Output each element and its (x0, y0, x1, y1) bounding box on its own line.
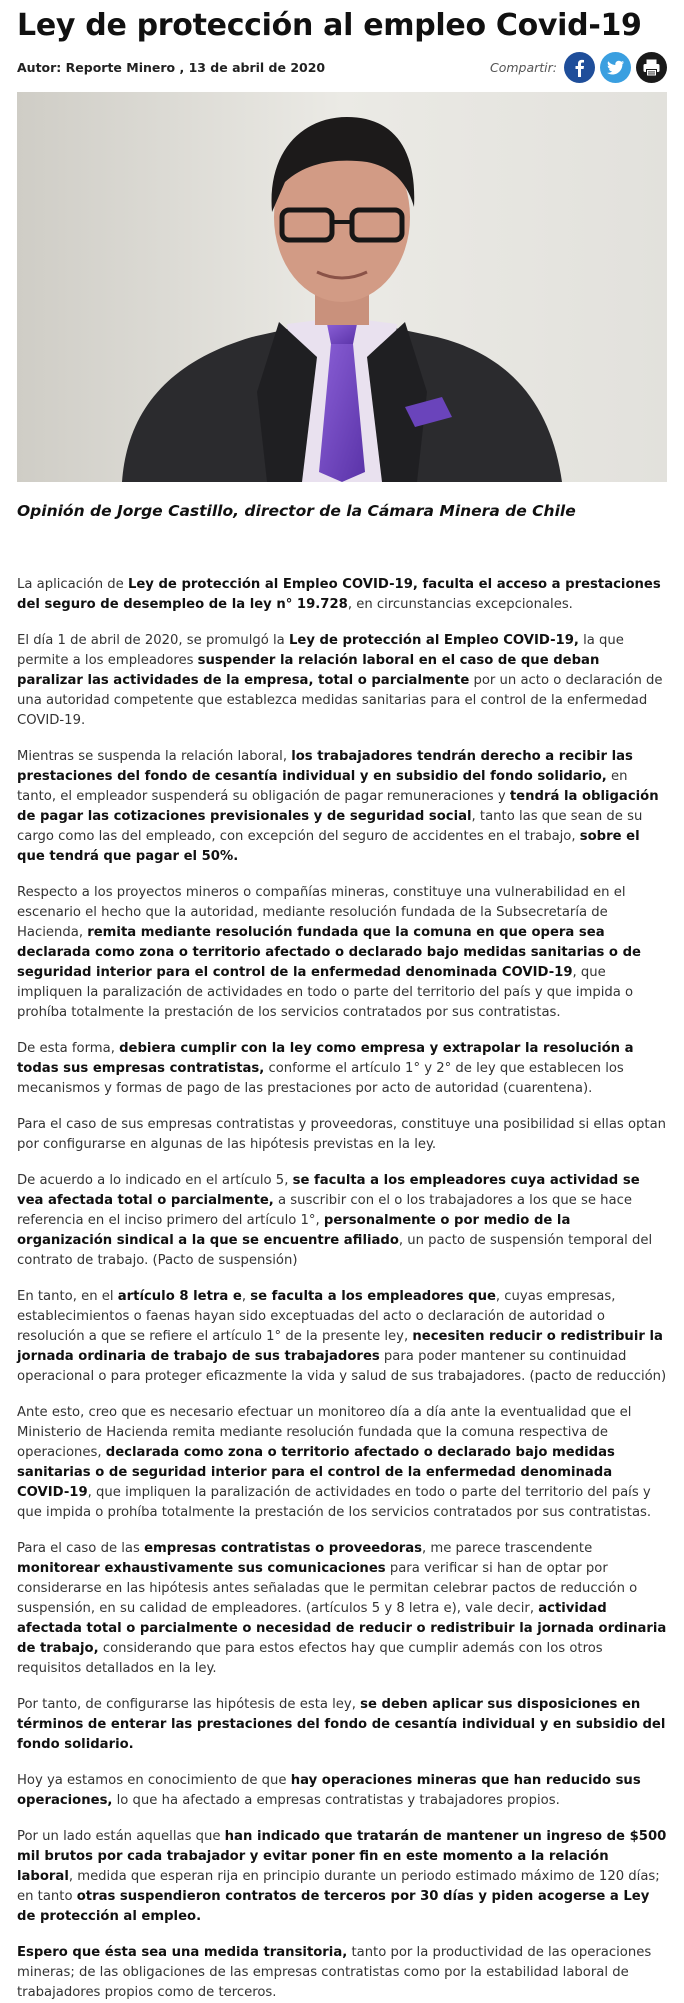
bold-text: hay operaciones mineras que han reducido sus operaciones, (17, 1773, 641, 1808)
facebook-icon (564, 52, 595, 83)
bold-text: Ley de protección al Empleo COVID-19, (288, 633, 579, 648)
bold-text: se faculta a los empleadores que (250, 1289, 496, 1304)
text: , cuyas empresas, establecimientos o faenas hayan sido exceptuadas del acto o declaración de autoridad o resolución a que se refiere el artículo 1° de la presente ley, (17, 1289, 616, 1344)
text: De esta forma, (17, 1041, 120, 1056)
share-bar (490, 52, 667, 83)
text: la que permite a los empleadores (17, 633, 624, 668)
text: Por un lado están aquellas que (17, 1829, 225, 1844)
article-paragraph (17, 1771, 667, 1811)
text: Para el caso de sus empresas contratistas y proveedoras, constituye una posibilidad si ellas optan por configurarse en algunas de las hipótesis previstas en la ley. (17, 1117, 667, 1152)
bold-text: empresas contratistas o proveedoras (144, 1541, 423, 1556)
text: , tanto las que sean de su cargo como las del empleado, con excepción del seguro de accidentes en el trabajo, (17, 809, 643, 844)
bold-text: remita mediante resolución fundada que la comuna en que opera sea declarada como zona o territorio afectado o declarado bajo medidas sanitarias o de seguridad interior para el control de la enfermedad denominada COVID-19 (17, 925, 641, 980)
bold-text: Espero que ésta sea una medida transitoria, (17, 1945, 348, 1960)
bold-text: se faculta a los empleadores cuya actividad se vea afectada total o parcialmente, (17, 1173, 640, 1208)
text: , (241, 1289, 251, 1304)
print-button[interactable] (636, 52, 667, 83)
text: Por tanto, de configurarse las hipótesis de esta ley, (17, 1697, 361, 1712)
bold-text: tendrá la obligación de pagar las cotizaciones previsionales y de seguridad social (17, 789, 659, 824)
text: Mientras se suspenda la relación laboral, (17, 749, 292, 764)
article-paragraph (17, 883, 667, 1023)
bold-text: debiera cumplir con la ley como empresa y extrapolar la resolución a todas sus empresas contratistas, (17, 1041, 634, 1076)
text: conforme el artículo 1° y 2° de ley que establecen los mecanismos y formas de pago de las prestaciones por acto de autoridad (cuarentena). (17, 1061, 624, 1096)
article-paragraph (17, 1403, 667, 1523)
text: Respecto a los proyectos mineros o compañías mineras, constituye una vulnerabilidad en el escenario el hecho que la autoridad, mediante resolución fundada de la Subsecretaría de Hacienda, (17, 885, 626, 940)
bold-text: actividad afectada total o parcialmente o necesidad de reducir o redistribuir la jornada ordinaria de trabajo, (17, 1601, 667, 1656)
article-paragraph (17, 1039, 667, 1099)
article-paragraph (17, 747, 667, 867)
text: lo que ha afectado a empresas contratistas y trabajadores propios. (112, 1793, 560, 1808)
text: a suscribir con el o los trabajadores a los que se hace referencia en el inciso primero del artículo 1°, (17, 1193, 632, 1228)
page-title: Ley de protección al empleo Covid-19 (17, 8, 642, 43)
text: , que impliquen la paralización de actividades en todo o parte del territorio del país y que impida o prohíba totalmente la prestación de los servicios contratados por sus contratistas. (17, 965, 634, 1020)
author-line: Autor: Reporte Minero , 13 de abril de 2020 (17, 59, 326, 75)
bold-text: necesiten reducir o redistribuir la jornada ordinaria de trabajo de sus trabajadores (17, 1329, 663, 1364)
article-paragraph (17, 631, 667, 731)
text: Hoy ya estamos en conocimiento de que (17, 1773, 291, 1788)
print-icon (636, 52, 667, 83)
article-paragraph (17, 1827, 667, 1927)
article-meta (17, 48, 667, 86)
bold-text: otras suspendieron contratos de terceros por 30 días y piden acogerse a Ley de protección al empleo. (17, 1889, 650, 1924)
bold-text: los trabajadores tendrán derecho a recibir las prestaciones del fondo de cesantía individual y en subsidio del fondo solidario, (17, 749, 633, 784)
text: para poder mantener su continuidad operacional o para proteger eficazmente la vida y salud de sus trabajadores. (pacto de reducción) (17, 1349, 667, 1384)
bold-text: personalmente o por medio de la organización sindical a la que se encuentre afiliado (17, 1213, 571, 1248)
text: , en circunstancias excepcionales. (347, 597, 573, 612)
text: para verificar si han de optar por considerarse en las hipótesis antes señaladas que le permitan celebrar pactos de reducción o suspensión, en su calidad de empleadores. (artículos 5 y 8 letra e), vale decir, (17, 1561, 638, 1616)
text: , que impliquen la paralización de actividades en todo o parte del territorio del país y que impida o prohíba totalmente la prestación de los servicios contratados por sus contratistas. (17, 1485, 652, 1520)
article-paragraph (17, 1943, 667, 2003)
bold-text: Ley de protección al Empleo COVID-19, faculta el acceso a prestaciones del seguro de desempleo de la ley n° 19.728 (17, 577, 661, 612)
text: , me parece trascendente (422, 1541, 593, 1556)
text: En tanto, en el (17, 1289, 118, 1304)
text: Para el caso de las (17, 1541, 145, 1556)
text: El día 1 de abril de 2020, se promulgó la (17, 633, 289, 648)
bold-text: artículo 8 letra e (117, 1289, 242, 1304)
article-paragraph (17, 1539, 667, 1679)
article-paragraph (17, 1171, 667, 1271)
article-paragraph (17, 1695, 667, 1755)
facebook-share-button[interactable] (564, 52, 595, 83)
bold-text: declarada como zona o territorio afectado o declarado bajo medidas sanitarias o de seguridad interior para el control de la enfermedad denominada COVID-19 (17, 1445, 615, 1500)
text: La aplicación de (17, 577, 128, 592)
article-paragraph (17, 1287, 667, 1387)
bold-text: suspender la relación laboral en el caso de que deban paralizar las actividades de la empresa, total o parcialmente (17, 653, 600, 688)
text: en tanto, el empleador suspenderá su obligación de pagar remuneraciones y (17, 769, 628, 804)
twitter-icon (600, 52, 631, 83)
text: , medida que esperan rija en principio durante un periodo estimado máximo de 120 días; en tanto (17, 1869, 660, 1904)
article-body (17, 575, 667, 2003)
text: por un acto o declaración de una autoridad competente que establezca medidas sanitarias para el control de la enfermedad COVID-19. (17, 673, 663, 728)
bold-text: han indicado que tratarán de mantener un ingreso de $500 mil brutos por cada trabajador y evitar poner fin en este momento a la relación laboral (17, 1829, 667, 1884)
article-paragraph (17, 1115, 667, 1155)
article-subtitle: Opinión de Jorge Castillo, director de la Cámara Minera de Chile (17, 502, 576, 520)
text: tanto por la productividad de las operaciones mineras; de las obligaciones de las empresas contratistas como por la estabilidad laboral de trabajadores propios como de terceros. (17, 1945, 652, 2000)
text: Ante esto, creo que es necesario efectuar un monitoreo día a día ante la eventualidad que el Ministerio de Hacienda remita mediante resolución fundada que la comuna respectiva de operaciones, (17, 1405, 632, 1460)
text: De acuerdo a lo indicado en el artículo 5, (17, 1173, 293, 1188)
text: considerando que para estos efectos hay que cumplir además con los otros requisitos detallados en la ley. (17, 1641, 603, 1676)
bold-text: se deben aplicar sus disposiciones en términos de enterar las prestaciones del fondo de cesantía individual y en subsidio del fondo solidario. (17, 1697, 666, 1752)
text: , un pacto de suspensión temporal del contrato de trabajo. (Pacto de suspensión) (17, 1233, 653, 1268)
twitter-share-button[interactable] (600, 52, 631, 83)
article-paragraph (17, 575, 667, 615)
bold-text: sobre el que tendrá que pagar el 50%. (17, 829, 640, 864)
bold-text: monitorear exhaustivamente sus comunicaciones (17, 1561, 386, 1576)
author-photo (17, 92, 667, 482)
share-label: Compartir: (489, 59, 557, 75)
